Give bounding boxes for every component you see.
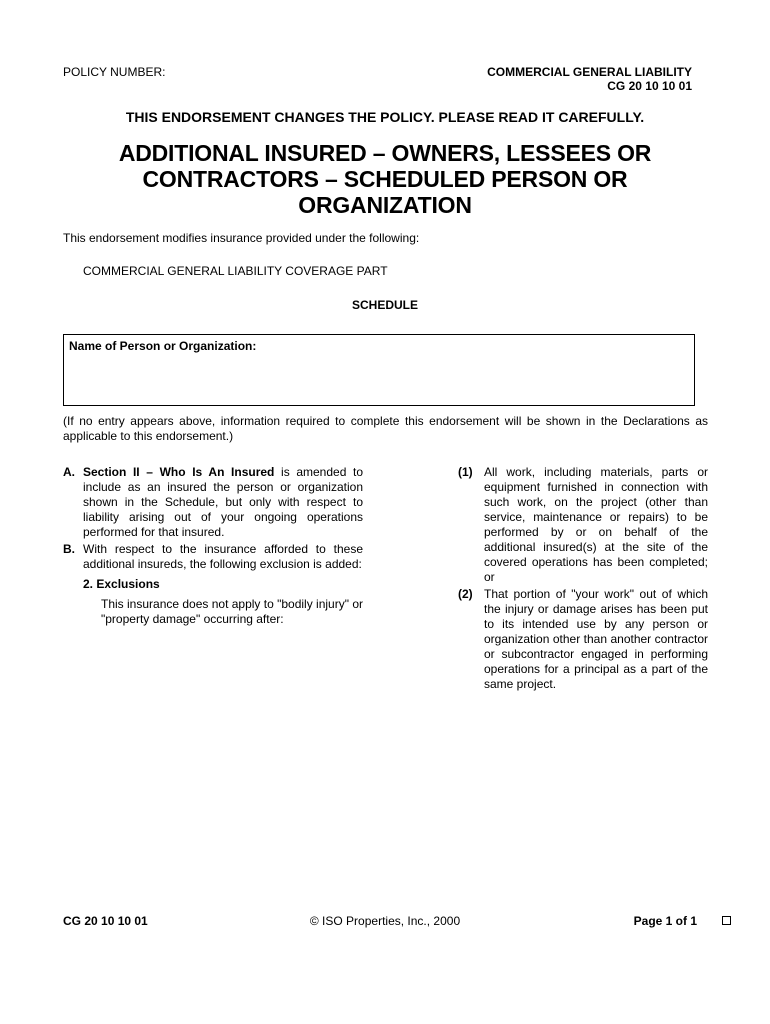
condition-mark: (2): [458, 587, 473, 601]
footer-copyright: © ISO Properties, Inc., 2000: [309, 914, 461, 928]
form-type: COMMERCIAL GENERAL LIABILITY: [487, 65, 692, 79]
declarations-note: (If no entry appears above, information required to complete this endorsement will be shown in the Declarations as applicable to this endorsement.): [63, 414, 708, 443]
title-line: ADDITIONAL INSURED – OWNERS, LESSEES OR: [118, 140, 652, 166]
right-column: [458, 465, 708, 692]
form-header: [487, 65, 692, 93]
condition-mark: (1): [458, 465, 473, 479]
condition-item: [458, 465, 708, 585]
title-line: CONTRACTORS – SCHEDULED PERSON OR: [142, 166, 628, 192]
condition-text: That portion of "your work" out of which the injury or damage arises has been put to its intended use by any person or organization other than another contractor or subcontractor engaged in performing operations for a principal as a part of the same project.: [484, 587, 708, 691]
section-b-text: With respect to the insurance afforded to these additional insureds, the following exclusion is added:: [83, 542, 363, 571]
left-column: [63, 465, 363, 627]
schedule-heading: SCHEDULE: [351, 298, 418, 312]
section-a: [63, 465, 363, 540]
section-a-text: is amended to include as an insured the person or organization shown in the Schedule, but only with respect to liability arising out of your ongoing operations performed for that insured.: [83, 465, 364, 539]
schedule-field-label: Name of Person or Organization:: [69, 339, 257, 353]
section-a-lead: Section II – Who Is An Insured: [83, 465, 275, 479]
title-line: ORGANIZATION: [298, 192, 472, 218]
coverage-part: COMMERCIAL GENERAL LIABILITY COVERAGE PART: [83, 264, 388, 278]
condition-text: All work, including materials, parts or equipment furnished in connection with such work, on the project (other than service, maintenance or repairs) to be performed by or on behalf of the additional insured(s) at the site of the covered operations has been completed; or: [484, 465, 708, 584]
document-title: [60, 140, 710, 218]
condition-item: [458, 587, 708, 692]
section-a-mark: A.: [63, 465, 75, 479]
section-b: [63, 542, 363, 572]
exclusions-heading: 2. Exclusions: [83, 577, 160, 591]
intro-text: This endorsement modifies insurance provided under the following:: [63, 231, 420, 245]
footer-page: Page 1 of 1: [633, 914, 697, 928]
section-b-mark: B.: [63, 542, 75, 556]
footer-square-icon: [722, 916, 731, 925]
policy-number-label: POLICY NUMBER:: [63, 65, 166, 79]
footer-form-number: CG 20 10 10 01: [63, 914, 148, 928]
exclusions-text: This insurance does not apply to "bodily injury" or "property damage" occurring after:: [101, 597, 363, 626]
form-number: CG 20 10 10 01: [607, 79, 692, 93]
schedule-box: [63, 334, 695, 406]
endorsement-notice: THIS ENDORSEMENT CHANGES THE POLICY. PLEASE READ IT CAREFULLY.: [125, 109, 645, 125]
